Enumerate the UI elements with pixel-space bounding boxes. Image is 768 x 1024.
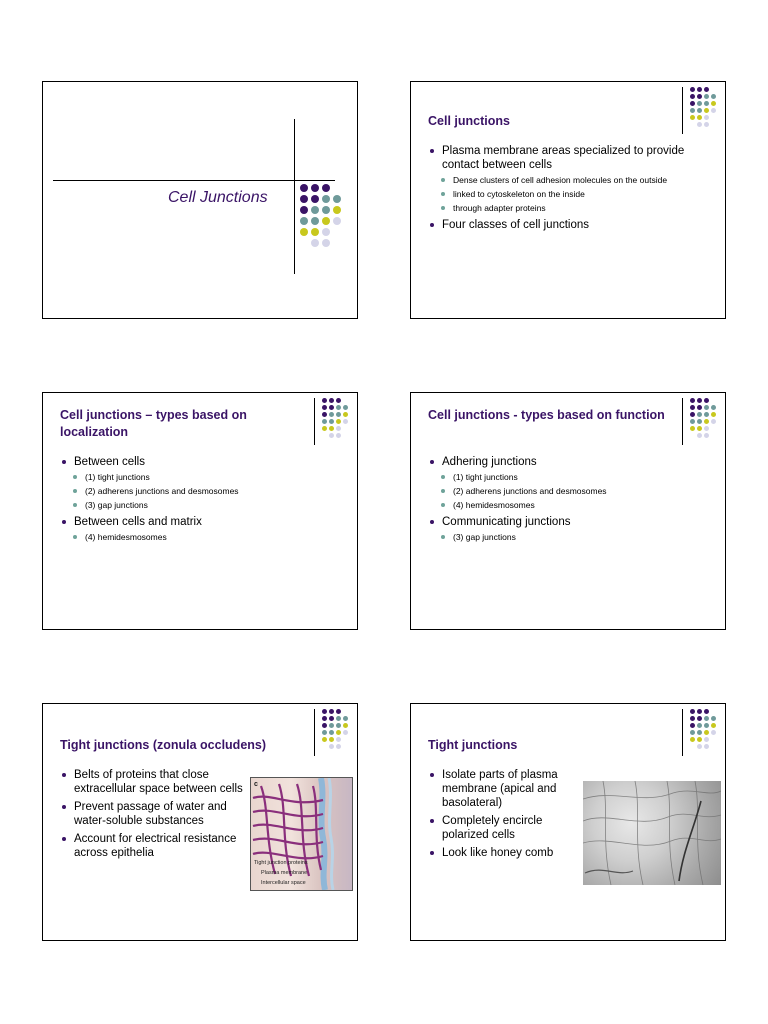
decorative-dot — [697, 723, 702, 728]
sub-bullet-item: (2) adherens junctions and desmosomes — [60, 485, 345, 497]
decorative-dot — [690, 101, 695, 106]
bullet-item: Look like honey comb — [428, 846, 578, 860]
slide-5 — [42, 703, 358, 941]
decorative-dot — [343, 730, 348, 735]
decorative-dot — [690, 87, 695, 92]
bullet-item: Prevent passage of water and water-soluble substances — [60, 800, 250, 828]
bullet-item: Between cells — [60, 455, 345, 469]
decorative-dot — [311, 228, 319, 236]
sub-bullet-item: (4) hemidesmosomes — [60, 531, 345, 543]
sub-bullet-item: (1) tight junctions — [428, 471, 713, 483]
decorative-dot — [704, 723, 709, 728]
decorative-dot — [704, 405, 709, 410]
decorative-dot — [704, 737, 709, 742]
decorative-dot — [690, 412, 695, 417]
decorative-dot — [329, 412, 334, 417]
decorative-dot — [329, 737, 334, 742]
decorative-dot — [333, 217, 341, 225]
decorative-dot — [697, 412, 702, 417]
decorative-dot — [336, 433, 341, 438]
figure-panel-letter: c — [254, 781, 258, 788]
slide-title: Tight junctions (zonula occludens) — [60, 738, 267, 752]
bullet-list — [428, 140, 713, 232]
bullet-list — [428, 764, 578, 860]
decorative-dot — [711, 94, 716, 99]
header-rule-vertical — [682, 87, 683, 134]
decorative-dot — [333, 206, 341, 214]
decorative-dot — [697, 405, 702, 410]
decorative-dot — [697, 94, 702, 99]
decorative-dot — [343, 412, 348, 417]
freeze-fracture-micrograph — [583, 781, 721, 885]
decorative-dot — [329, 405, 334, 410]
decorative-dot — [322, 723, 327, 728]
decorative-dot — [322, 412, 327, 417]
sub-bullet-item: (1) tight junctions — [60, 471, 345, 483]
decorative-dot — [711, 101, 716, 106]
decorative-dot — [697, 730, 702, 735]
decorative-dot — [697, 709, 702, 714]
decorative-dot — [704, 716, 709, 721]
decorative-dot — [690, 723, 695, 728]
decorative-dot — [711, 405, 716, 410]
decorative-dot — [311, 206, 319, 214]
figure-label-plasma-membrane: Plasma membrane — [261, 870, 308, 876]
sub-bullet-item: (2) adherens junctions and desmosomes — [428, 485, 713, 497]
decorative-dot — [697, 122, 702, 127]
decorative-dot — [704, 122, 709, 127]
decorative-dot — [697, 398, 702, 403]
slide-4 — [410, 392, 726, 630]
decorative-dot — [322, 239, 330, 247]
decorative-dot — [329, 744, 334, 749]
decorative-dot — [690, 94, 695, 99]
decorative-dot — [336, 723, 341, 728]
bullet-list — [60, 764, 250, 860]
title-rule-horizontal — [53, 180, 335, 181]
decorative-dot — [704, 94, 709, 99]
decorative-dot — [336, 716, 341, 721]
sub-bullet-item: (3) gap junctions — [428, 531, 713, 543]
slide-3 — [42, 392, 358, 630]
sub-bullet-item: (3) gap junctions — [60, 499, 345, 511]
decorative-dot — [704, 412, 709, 417]
decorative-dot — [343, 723, 348, 728]
slide-2 — [410, 81, 726, 319]
bullet-item: Isolate parts of plasma membrane (apical and basolateral) — [428, 768, 578, 810]
header-rule-vertical — [682, 709, 683, 756]
decorative-dot — [697, 108, 702, 113]
decorative-dot — [311, 195, 319, 203]
slide-1 — [42, 81, 358, 319]
decorative-dot — [329, 730, 334, 735]
decorative-dot — [704, 426, 709, 431]
decorative-dot — [329, 723, 334, 728]
decorative-dot — [329, 419, 334, 424]
decorative-dot — [311, 184, 319, 192]
decorative-dot — [697, 737, 702, 742]
decorative-dot — [697, 87, 702, 92]
decorative-dot — [300, 184, 308, 192]
decorative-dot — [336, 405, 341, 410]
decorative-dot — [336, 419, 341, 424]
decorative-dot — [690, 709, 695, 714]
decorative-dot — [697, 744, 702, 749]
decorative-dot — [704, 87, 709, 92]
decorative-dot — [322, 217, 330, 225]
bullet-item: Account for electrical resistance across epithelia — [60, 832, 250, 860]
decorative-dot — [336, 744, 341, 749]
decorative-dot — [329, 716, 334, 721]
decorative-dot — [322, 195, 330, 203]
decorative-dot — [704, 115, 709, 120]
decorative-dot — [690, 730, 695, 735]
decorative-dot — [336, 412, 341, 417]
decorative-dot — [704, 744, 709, 749]
decorative-dot — [322, 398, 327, 403]
title-rule-vertical — [294, 119, 295, 274]
bullet-item: Belts of proteins that close extracellular space between cells — [60, 768, 250, 796]
decorative-dot — [322, 709, 327, 714]
bullet-list — [428, 451, 713, 543]
decorative-dot — [690, 426, 695, 431]
decorative-dot — [300, 195, 308, 203]
header-rule-vertical — [314, 398, 315, 445]
tight-junction-illustration — [250, 777, 353, 891]
decorative-dot — [711, 108, 716, 113]
decorative-dot — [711, 419, 716, 424]
bullet-item: Adhering junctions — [428, 455, 713, 469]
sub-bullet-item: through adapter proteins — [428, 202, 713, 214]
decorative-dot — [343, 716, 348, 721]
decorative-dot — [322, 737, 327, 742]
bullet-item: Plasma membrane areas specialized to provide contact between cells — [428, 144, 713, 172]
decorative-dot — [322, 228, 330, 236]
decorative-dot — [333, 195, 341, 203]
decorative-dot — [697, 426, 702, 431]
decorative-dot — [704, 433, 709, 438]
slide-title: Cell Junctions — [168, 189, 268, 206]
decorative-dot — [336, 709, 341, 714]
decorative-dot — [697, 115, 702, 120]
slide-title: Cell junctions — [428, 114, 510, 128]
decorative-dot — [704, 108, 709, 113]
decorative-dot — [697, 433, 702, 438]
sub-bullet-item: linked to cytoskeleton on the inside — [428, 188, 713, 200]
decorative-dot — [300, 206, 308, 214]
bullet-item: Between cells and matrix — [60, 515, 345, 529]
decorative-dot — [336, 737, 341, 742]
decorative-dot — [711, 716, 716, 721]
decorative-dot — [704, 398, 709, 403]
decorative-dot — [311, 239, 319, 247]
decorative-dot — [322, 426, 327, 431]
decorative-dot — [336, 398, 341, 403]
decorative-dot — [322, 419, 327, 424]
honeycomb-texture-graphic — [583, 781, 721, 885]
decorative-dot — [711, 723, 716, 728]
slide-title: Cell junctions - types based on function — [428, 408, 665, 422]
decorative-dot — [690, 419, 695, 424]
decorative-dot — [300, 217, 308, 225]
sub-bullet-item: (4) hemidesmosomes — [428, 499, 713, 511]
decorative-dot — [704, 730, 709, 735]
decorative-dot — [697, 419, 702, 424]
decorative-dot — [690, 405, 695, 410]
decorative-dot — [690, 737, 695, 742]
sub-bullet-item: Dense clusters of cell adhesion molecules on the outside — [428, 174, 713, 186]
decorative-dot — [322, 206, 330, 214]
decorative-dot — [322, 716, 327, 721]
decorative-dot — [329, 426, 334, 431]
decorative-dot — [336, 426, 341, 431]
header-rule-vertical — [314, 709, 315, 756]
decorative-dot — [322, 730, 327, 735]
decorative-dot — [329, 398, 334, 403]
decorative-dot — [697, 101, 702, 106]
figure-label-intercellular-space: Intercellular space — [261, 880, 306, 886]
decorative-dot — [690, 716, 695, 721]
bullet-list — [60, 451, 345, 543]
bullet-item: Completely encircle polarized cells — [428, 814, 578, 842]
decorative-dot — [690, 398, 695, 403]
bullet-item: Communicating junctions — [428, 515, 713, 529]
decorative-dot — [311, 217, 319, 225]
bullet-item: Four classes of cell junctions — [428, 218, 713, 232]
decorative-dot — [697, 716, 702, 721]
decorative-dot — [322, 405, 327, 410]
decorative-dot — [329, 433, 334, 438]
slide-title: Tight junctions — [428, 738, 518, 752]
slide-title: Cell junctions – types based on localization — [60, 408, 247, 439]
decorative-dot — [343, 419, 348, 424]
decorative-dot — [704, 419, 709, 424]
decorative-dot — [690, 108, 695, 113]
decorative-dot — [336, 730, 341, 735]
decorative-dot — [711, 730, 716, 735]
decorative-dot — [300, 228, 308, 236]
decorative-dot — [690, 115, 695, 120]
decorative-dot — [329, 709, 334, 714]
slide-6 — [410, 703, 726, 941]
decorative-dot — [704, 101, 709, 106]
decorative-dot — [322, 184, 330, 192]
figure-label-tight-junction-proteins: Tight junction proteins — [254, 860, 308, 866]
header-rule-vertical — [682, 398, 683, 445]
decorative-dot — [711, 412, 716, 417]
decorative-dot — [704, 709, 709, 714]
decorative-dot — [343, 405, 348, 410]
